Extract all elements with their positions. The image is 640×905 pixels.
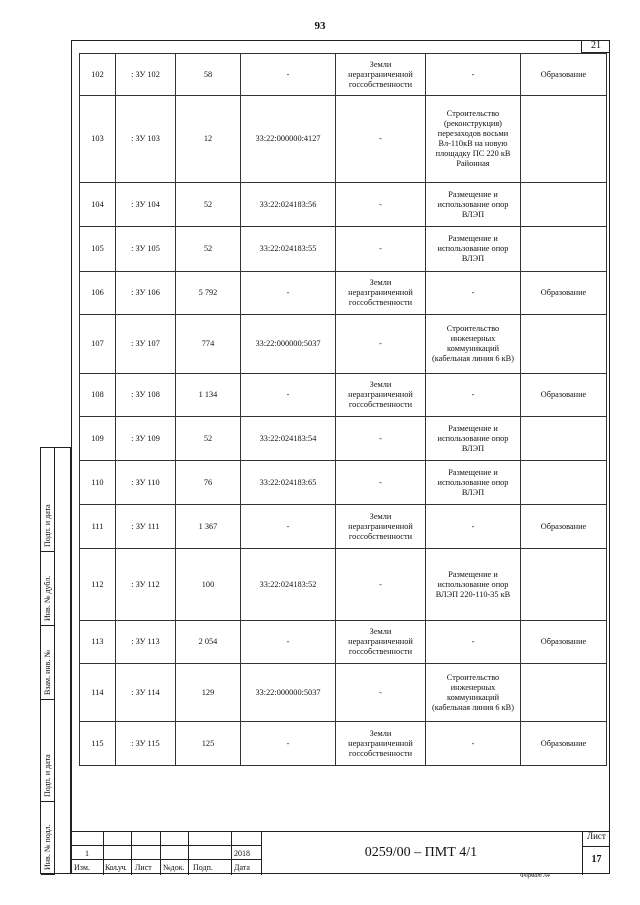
cell-form: Образование (521, 374, 607, 417)
side-stamp-label: Инв. № дубл. (43, 575, 52, 621)
sheet-number: 17 (591, 854, 602, 865)
cell-zu: : ЗУ 105 (116, 227, 176, 272)
side-stamp-cell (41, 448, 55, 552)
cell-purpose: - (426, 505, 521, 549)
cell-area: 1 134 (176, 374, 241, 417)
cell-zu: : ЗУ 107 (116, 315, 176, 374)
cell-form (521, 183, 607, 227)
side-stamp-cell (41, 626, 55, 700)
cell-n: 109 (80, 417, 116, 461)
side-stamp-label: Инв. № подл. (43, 824, 52, 870)
cell-purpose: - (426, 722, 521, 766)
cell-zu: : ЗУ 112 (116, 549, 176, 621)
cell-area: 76 (176, 461, 241, 505)
table-row (80, 315, 607, 374)
cell-n: 105 (80, 227, 116, 272)
table-row (80, 54, 607, 96)
cell-zu: : ЗУ 115 (116, 722, 176, 766)
document-code: 0259/00 – ПМТ 4/1 (364, 845, 478, 860)
side-stamp (40, 447, 71, 874)
cell-form (521, 417, 607, 461)
cell-n: 112 (80, 549, 116, 621)
cell-cad: - (241, 54, 336, 96)
cell-cad: 33:22:024183:56 (241, 183, 336, 227)
cell-land: - (336, 227, 426, 272)
title-block (71, 831, 610, 874)
table-row (80, 227, 607, 272)
cell-cad: 33:22:024183:52 (241, 549, 336, 621)
cell-form: Образование (521, 505, 607, 549)
cell-cad: 33:22:024183:55 (241, 227, 336, 272)
table-row (80, 374, 607, 417)
cell-n: 111 (80, 505, 116, 549)
cell-purpose: Размещение и использование опор ВЛЭП (426, 461, 521, 505)
cell-land: - (336, 96, 426, 183)
cell-purpose: Размещение и использование опор ВЛЭП (426, 417, 521, 461)
cell-form: Образование (521, 621, 607, 664)
cell-land: - (336, 549, 426, 621)
cell-area: 2 054 (176, 621, 241, 664)
cell-area: 125 (176, 722, 241, 766)
table-row (80, 549, 607, 621)
cell-cad: - (241, 272, 336, 315)
cell-n: 114 (80, 664, 116, 722)
cell-purpose: - (426, 621, 521, 664)
table-row (80, 621, 607, 664)
cell-zu: : ЗУ 108 (116, 374, 176, 417)
cell-area: 129 (176, 664, 241, 722)
year: 2018 (234, 849, 250, 858)
side-stamp-label: Подп. и дата (43, 754, 52, 797)
cell-zu: : ЗУ 114 (116, 664, 176, 722)
table-row (80, 505, 607, 549)
table-row (80, 722, 607, 766)
cell-purpose: - (426, 374, 521, 417)
cell-cad: - (241, 505, 336, 549)
cell-cad: 33:22:024183:54 (241, 417, 336, 461)
cell-cad: - (241, 621, 336, 664)
cell-land: Земли неразграниченной госсобственности (336, 54, 426, 96)
header-ndok: №док. (163, 863, 185, 872)
cell-zu: : ЗУ 103 (116, 96, 176, 183)
cell-zu: : ЗУ 111 (116, 505, 176, 549)
cell-area: 58 (176, 54, 241, 96)
cell-land: - (336, 417, 426, 461)
cell-form: Образование (521, 272, 607, 315)
cell-area: 52 (176, 183, 241, 227)
header-list: Лист (135, 863, 152, 872)
cell-purpose: Размещение и использование опор ВЛЭП 220-110-35 кВ (426, 549, 521, 621)
cell-zu: : ЗУ 110 (116, 461, 176, 505)
cell-n: 110 (80, 461, 116, 505)
cell-land: Земли неразграниченной госсобственности (336, 272, 426, 315)
side-stamp-cell (41, 802, 55, 875)
cell-area: 52 (176, 227, 241, 272)
sheet-number-top: 21 (581, 40, 610, 53)
table-row (80, 664, 607, 722)
cell-form: Образование (521, 54, 607, 96)
cell-zu: : ЗУ 113 (116, 621, 176, 664)
cell-land: - (336, 664, 426, 722)
cell-form (521, 549, 607, 621)
cell-form (521, 227, 607, 272)
cell-purpose: Строительство (реконструкция) перезаходов восьми Вл-110кВ на новую площадку ПС 220 кВ Районная (426, 96, 521, 183)
cell-land: - (336, 183, 426, 227)
land-plots-table (79, 53, 607, 766)
cell-n: 104 (80, 183, 116, 227)
cell-n: 113 (80, 621, 116, 664)
table-row (80, 461, 607, 505)
cell-purpose: Строительство инженерных коммуникаций (кабельная линия 6 кВ) (426, 315, 521, 374)
cell-form (521, 461, 607, 505)
cell-land: Земли неразграниченной госсобственности (336, 722, 426, 766)
table-row (80, 272, 607, 315)
cell-purpose: Размещение и использование опор ВЛЭП (426, 183, 521, 227)
table-row (80, 417, 607, 461)
cell-cad: 33:22:000000:5037 (241, 664, 336, 722)
cell-zu: : ЗУ 104 (116, 183, 176, 227)
table-row (80, 183, 607, 227)
cell-land: Земли неразграниченной госсобственности (336, 374, 426, 417)
sheet-label: Лист (587, 831, 606, 841)
cell-zu: : ЗУ 106 (116, 272, 176, 315)
header-data: Дата (234, 863, 250, 872)
cell-purpose: Размещение и использование опор ВЛЭП (426, 227, 521, 272)
cell-zu: : ЗУ 109 (116, 417, 176, 461)
side-stamp-cell (41, 552, 55, 626)
change-number: 1 (85, 849, 89, 858)
cell-area: 774 (176, 315, 241, 374)
header-izm: Изм. (74, 863, 90, 872)
cell-area: 1 367 (176, 505, 241, 549)
cell-form: Образование (521, 722, 607, 766)
cell-form (521, 96, 607, 183)
cell-n: 102 (80, 54, 116, 96)
cell-n: 106 (80, 272, 116, 315)
cell-cad: 33:22:000000:5037 (241, 315, 336, 374)
format-note: Формат А4 (520, 873, 550, 879)
side-stamp-label: Подп. и дата (43, 504, 52, 547)
header-podp: Подп. (193, 863, 213, 872)
cell-form (521, 664, 607, 722)
cell-form (521, 315, 607, 374)
cell-area: 52 (176, 417, 241, 461)
page-number: 93 (314, 20, 326, 32)
cell-purpose: - (426, 54, 521, 96)
cell-purpose: - (426, 272, 521, 315)
cell-land: - (336, 315, 426, 374)
cell-land: Земли неразграниченной госсобственности (336, 505, 426, 549)
cell-n: 103 (80, 96, 116, 183)
cell-n: 107 (80, 315, 116, 374)
cell-purpose: Строительство инженерных коммуникаций (кабельная линия 6 кВ) (426, 664, 521, 722)
cell-area: 12 (176, 96, 241, 183)
cell-cad: - (241, 374, 336, 417)
cell-n: 108 (80, 374, 116, 417)
cell-zu: : ЗУ 102 (116, 54, 176, 96)
cell-cad: 33:22:024183:65 (241, 461, 336, 505)
cell-area: 100 (176, 549, 241, 621)
cell-land: - (336, 461, 426, 505)
side-stamp-cell (41, 700, 55, 802)
header-koluch: Кол.уч. (105, 863, 127, 872)
cell-n: 115 (80, 722, 116, 766)
cell-cad: - (241, 722, 336, 766)
side-stamp-label: Взам. инв. № (43, 649, 52, 695)
cell-land: Земли неразграниченной госсобственности (336, 621, 426, 664)
table-row (80, 96, 607, 183)
cell-cad: 33:22:000000:4127 (241, 96, 336, 183)
cell-area: 5 792 (176, 272, 241, 315)
